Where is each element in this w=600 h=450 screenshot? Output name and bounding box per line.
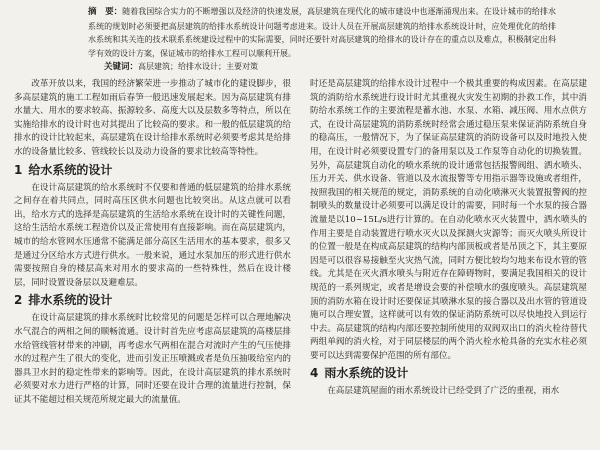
body-paragraph: 在设计高层建筑的给水系统时不仅要和普通的低层建筑的给排水系统之间存在着共同点，同时高压区供水问题也比较突出。从这点就可以看出，给水方式的选择是高层建筑的生活给水系统在设计时的关键性问题，这给生活给水系统工程造价以及正常使用有直接影响。而在高层建筑内，城市的给水管网水压通常不能满足部分高区生活用水的基本要求，很多又是通过分区给水方式进行供水。一般来说，通过水泵加压的形式进行供水需要按照自身的楼层高来对用水的要求高的一些特殊性，然后在设计楼层，同时设置设备层以及避难层。: [14, 182, 291, 288]
abstract-paragraph: [88, 5, 556, 60]
section-title: 雨水系统的设计: [324, 366, 409, 381]
abstract-block: [88, 5, 556, 75]
keywords-label: 关键词：: [104, 62, 139, 72]
section-number: 4: [310, 366, 319, 381]
section-heading: [310, 366, 587, 381]
section-number: 2: [14, 293, 23, 308]
section-number: 1: [14, 162, 23, 177]
intro-paragraph: 改革开放以来，我国的经济繁荣进一步推动了城市化的建设脚步，很多高层建筑的施工工程如雨后春笋一般迅速发展起来。因为高层建筑有排水量大、用水的要求较高、振源较多、高度大以及层数多等特点，所以在实施给排水的设计时也对其提出了比较高的要求。和一般的低层建筑的给排水的设计比较起来，高层建筑在设计给排水系统时必须要考虑其是给排水的设备量比较多、管线较长以及动力设备的要求比较高等特性。: [14, 79, 291, 157]
section-heading: [14, 163, 291, 178]
continued-paragraph: 时还是高层建筑的给排水设计过程中一个极其重要的构成因素。在高层建筑的消防给水系统进行设计时尤其重视火灾发生初期的扑救工作，其中消防给水系统工作的主要流程是蓄水池、水泵、水箱、减压阀、用水点供方式，在设计高层建筑的消防系统时经常会通过稳压泵来保证消防系统自身的稳高压，一般情况下，为了保证高层建筑的消防设备可以及时地投入使用，在设计时必须要设置专门的备用泵以及工作泵等自动化的切换装置。另外，高层建筑自动化的喷水系统的设计通常包括报警阀组、洒水喷头、压力开关、供水设备、管道以及水流报警等专用指示器等设施或者组件，按照我国的相关规范的规定，消防系统的自动化喷淋灭火装置报警阀的控制喷头的数量设计必须要可以满足设计的需要，同时每一个水泵的接合器流量是以10~15L/s进行计算的。在自动化喷水灭火装置中，洒水喷头的作用主要是自动装置进行喷水灭火以及探测火灾源等；而灭火喷头所设计的位置一般是在构成高层建筑的结构内部顶板或者是吊顶之下，其主要原因是可以很容易接触至火灾热气流，同时方便比较均匀地来布设水管的管线。尤其是在灭火洒水喷头与附近存在障碍物时，要满足我国相关的设计规范的一系列规定，或者是增设会要的补偿喷水的强度喷头。高层建筑屋顶的消防水箱在设计时还要保证其喷淋水泵的接合器以及出水管的管道设施可以合理安置，这样就可以有效的保证消防系统可以尽快地投入到运行中去。高层建筑的结构内部还要控制所使用的双阀双出口的消火栓待替代两组单阀的消火栓，对于同层楼层的两个消火栓水枪具备的充实水柱必须要可以达到需要保护范围的所有部位。: [310, 79, 587, 361]
section-title: 排水系统的设计: [28, 293, 113, 308]
keywords-text: 高层建筑；给排水设计；主要对策: [138, 62, 259, 71]
left-column: [14, 78, 291, 450]
body-paragraph: 在高层建筑屋面的雨水系统设计已经受到了广泛的重视，雨水: [327, 386, 560, 397]
section-heading: [14, 293, 291, 308]
abstract-label: 摘 要：: [88, 7, 123, 17]
keywords-line: [88, 60, 556, 75]
section-title: 给水系统的设计: [28, 162, 113, 177]
body-paragraph: 在设计高层建筑的排水系统时比较常见的问题是怎样可以合理地解决水气混合的两相之间的顺畅流通。设计时首先应考虑高层建筑的高楼层排水给管线管材带来的冲刷，再考虑水气两相在混合对流时产生的气压使排水的过程产生了很大的变化，进而引发正压喷溅或者是负压抽吸给室内的器具卫水封的稳定性带来的影响等。因此，在设计高层建筑的排水系统时必须要对水力进行严格的计算，同时还要在设计合理的流量进行控制，保证其不能超过相关规范所规定最大的流量值。: [14, 313, 291, 405]
right-column: [310, 78, 587, 450]
abstract-text: 随着我国综合实力的不断增强以及经济的快速发展，高层建筑在现代化的城市建设中也逐渐涌现出来。在设计城市的给排水系统的规划时必须要把高层建筑的给排水系统设计问题考虑进来。设计人员在开展高层建筑的给排水系统设计时，应处理优化的给排水系统和其关连的技术联系系统建设过程中的实际需要，同时还要针对高层建筑的给排水的设计存在的重点以及难点，积极制定出科学有效的设计方案，保证城市的给排水工程可以顺利开展。: [88, 7, 556, 58]
